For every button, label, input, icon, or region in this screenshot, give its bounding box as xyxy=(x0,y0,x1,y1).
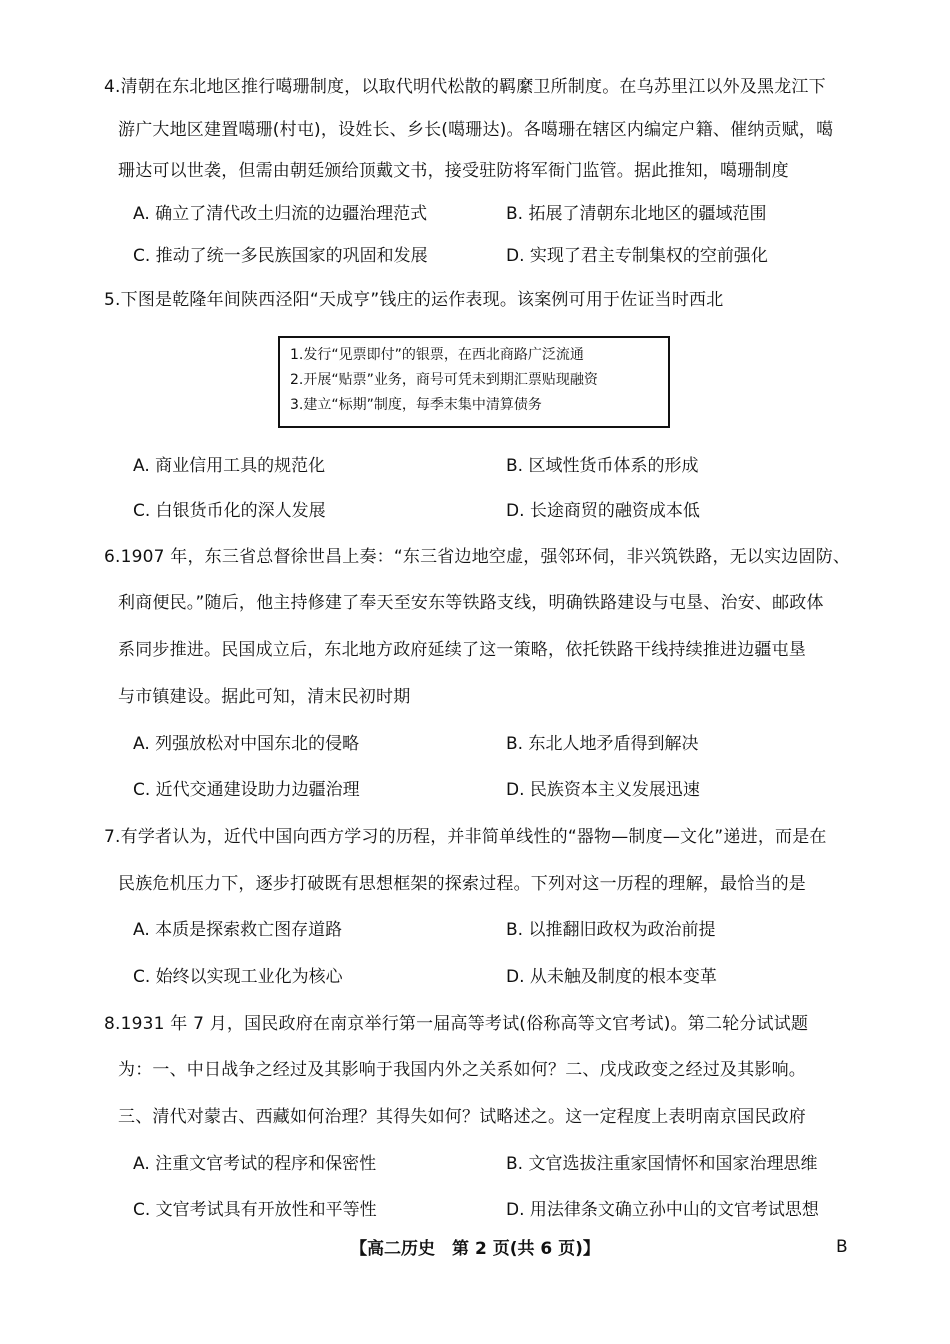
q4-stem-line-3: 珊达可以世袭，但需由朝廷颁给顶戴文书，接受驻防将军衙门监管。据此推知，噶珊制度 xyxy=(118,161,789,181)
q8-stem-line-1: 8.1931 年 7 月，国民政府在南京举行第一届高等考试(俗称高等文官考试)。第二轮分试试题 xyxy=(104,1014,809,1034)
q5-box-line-2: 2.开展“贴票”业务，商号可凭未到期汇票贴现融资 xyxy=(290,372,598,388)
q5-option-b: B. 区域性货币体系的形成 xyxy=(506,456,699,476)
paper-version-label: B xyxy=(836,1237,848,1257)
q7-stem-line-1: 7.有学者认为，近代中国向西方学习的历程，并非简单线性的“器物—制度—文化”递进，而是在 xyxy=(104,827,827,847)
q8-option-b: B. 文官选拔注重家国情怀和国家治理思维 xyxy=(506,1154,818,1174)
q5-option-a: A. 商业信用工具的规范化 xyxy=(133,456,326,476)
q6-stem-line-4: 与市镇建设。据此可知，清末民初时期 xyxy=(118,687,411,707)
q8-stem-line-2: 为：一、中日战争之经过及其影响于我国内外之关系如何？二、戊戌政变之经过及其影响。 xyxy=(118,1060,806,1080)
q7-option-d: D. 从未触及制度的根本变革 xyxy=(506,967,717,987)
q5-stem-line-1: 5.下图是乾隆年间陕西泾阳“天成亨”钱庄的运作表现。该案例可用于佐证当时西北 xyxy=(104,290,724,310)
q7-option-a: A. 本质是探索救亡图存道路 xyxy=(133,920,343,940)
q8-stem-line-3: 三、清代对蒙古、西藏如何治理？其得失如何？试略述之。这一定程度上表明南京国民政府 xyxy=(118,1107,806,1127)
q5-option-c: C. 白银货币化的深人发展 xyxy=(133,501,326,521)
q4-option-b: B. 拓展了清朝东北地区的疆域范围 xyxy=(506,204,767,224)
q4-option-d: D. 实现了君主专制集权的空前强化 xyxy=(506,246,768,266)
q8-option-a: A. 注重文官考试的程序和保密性 xyxy=(133,1154,377,1174)
q5-option-d: D. 长途商贸的融资成本低 xyxy=(506,501,700,521)
q7-option-b: B. 以推翻旧政权为政治前提 xyxy=(506,920,716,940)
q7-stem-line-2: 民族危机压力下，逐步打破既有思想框架的探索过程。下列对这一历程的理解，最恰当的是 xyxy=(118,874,806,894)
q6-stem-line-3: 系同步推进。民国成立后，东北地方政府延续了这一策略，依托铁路干线持续推进边疆屯垦 xyxy=(118,640,806,660)
q6-option-b: B. 东北人地矛盾得到解决 xyxy=(506,734,699,754)
page-footer: 【高二历史 第 2 页(共 6 页)】 xyxy=(350,1239,600,1259)
q6-option-c: C. 近代交通建设助力边疆治理 xyxy=(133,780,360,800)
q5-box-line-1: 1.发行“见票即付”的银票，在西北商路广泛流通 xyxy=(290,347,584,363)
q8-option-d: D. 用法律条文确立孙中山的文官考试思想 xyxy=(506,1200,819,1220)
q5-box-line-3: 3.建立“标期”制度，每季末集中清算债务 xyxy=(290,397,542,413)
q6-stem-line-1: 6.1907 年，东三省总督徐世昌上奏：“东三省边地空虚，强邻环伺，非兴筑铁路，无以实边固防、 xyxy=(104,547,851,567)
q4-option-a: A. 确立了清代改土归流的边疆治理范式 xyxy=(133,204,428,224)
q6-stem-line-2: 利商便民。”随后，他主持修建了奉天至安东等铁路支线，明确铁路建设与屯垦、治安、邮政体 xyxy=(118,593,824,613)
q6-option-d: D. 民族资本主义发展迅速 xyxy=(506,780,700,800)
q8-option-c: C. 文官考试具有开放性和平等性 xyxy=(133,1200,377,1220)
q7-option-c: C. 始终以实现工业化为核心 xyxy=(133,967,343,987)
q4-stem-line-1: 4.清朝在东北地区推行噶珊制度，以取代明代松散的羁縻卫所制度。在乌苏里江以外及黑龙江下 xyxy=(104,77,826,97)
q4-option-c: C. 推动了统一多民族国家的巩固和发展 xyxy=(133,246,428,266)
q6-option-a: A. 列强放松对中国东北的侵略 xyxy=(133,734,360,754)
q5-info-box xyxy=(278,336,670,428)
q4-stem-line-2: 游广大地区建置噶珊(村屯)，设姓长、乡长(噶珊达)。各噶珊在辖区内编定户籍、催纳贡赋，噶 xyxy=(118,120,834,140)
